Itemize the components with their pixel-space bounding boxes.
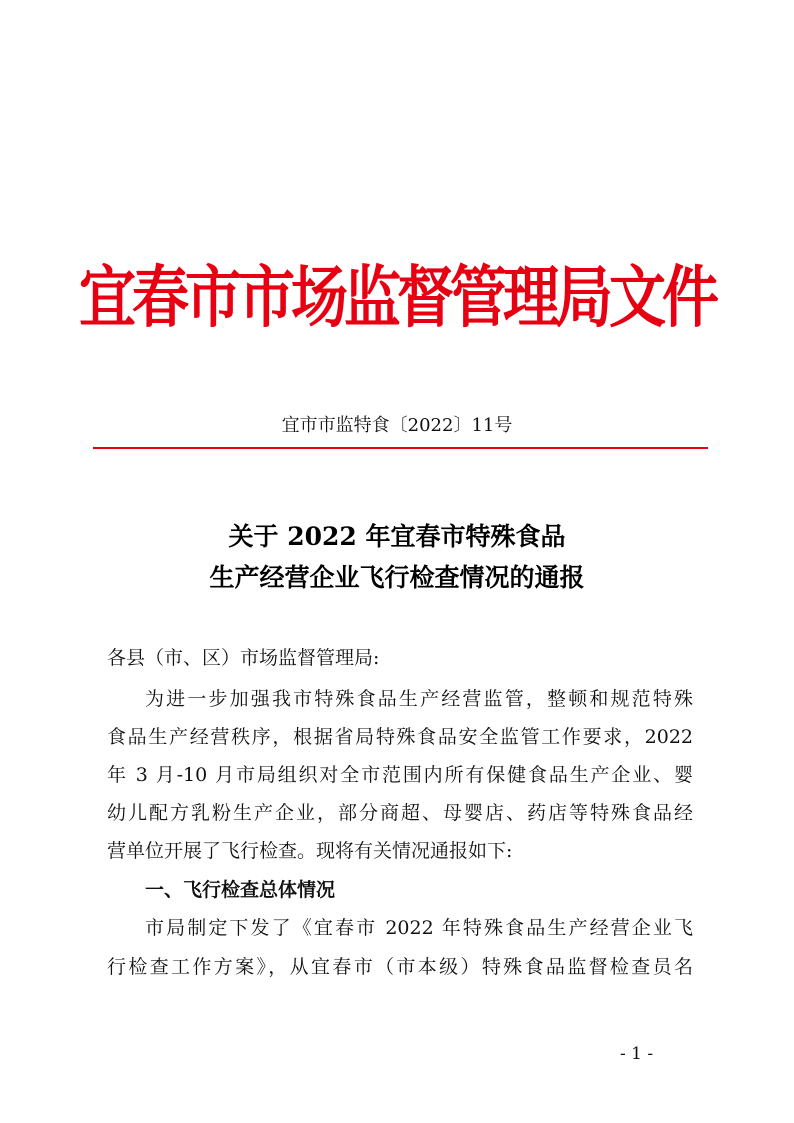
body-line-5: 营单位开展了飞行检查。现将有关情况通报如下:	[107, 840, 513, 862]
body-line-3: 年 3 月-10 月市局组织对全市范围内所有保健食品生产企业、婴	[107, 764, 693, 786]
document-title-line-2: 生产经营企业飞行检查情况的通报	[209, 563, 585, 592]
body-line-4: 幼儿配方乳粉生产企业，部分商超、母婴店、药店等特殊食品经	[107, 802, 693, 824]
document-title-line-1: 关于 2022 年宜春市特殊食品	[228, 522, 566, 551]
salutation: 各县（市、区）市场监督管理局:	[107, 647, 380, 669]
section-1-line-1: 市局制定下发了《宜春市 2022 年特殊食品生产经营企业飞	[145, 917, 693, 939]
document-number: 宜市市监特食〔2022〕11号	[281, 415, 513, 436]
body-line-2: 食品生产经营秩序，根据省局特殊食品安全监管工作要求，2022	[107, 726, 693, 748]
document-masthead: 宜春市市场监督管理局文件	[79, 258, 715, 338]
section-heading-1: 一、飞行检查总体情况	[145, 879, 336, 901]
page-number: - 1 -	[620, 1044, 654, 1064]
red-divider-line	[93, 447, 708, 449]
body-line-1: 为进一步加强我市特殊食品生产经营监管，整顿和规范特殊	[145, 688, 693, 710]
section-1-line-2: 行检查工作方案》，从宜春市（市本级）特殊食品监督检查员名	[107, 956, 693, 978]
